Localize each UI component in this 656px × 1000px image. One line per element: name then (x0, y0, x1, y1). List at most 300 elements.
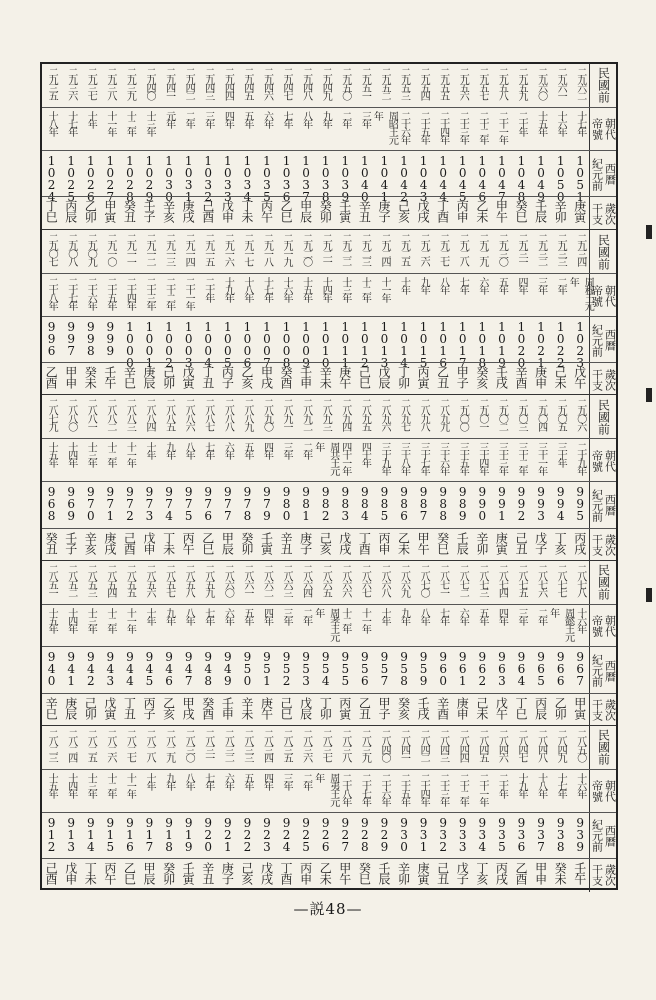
table-cell: 二九五九 (515, 67, 527, 99)
table-cell: 986 (397, 485, 412, 522)
table-cell: 乙未 (474, 200, 489, 223)
table-cell: 十一年 (124, 442, 136, 467)
table-cell: 乙亥 (239, 366, 254, 389)
table-cell: 二九四九 (320, 67, 332, 99)
table-cell: 971 (103, 485, 118, 522)
table-cell: 二八九七 (398, 398, 410, 431)
table-cell: 十三年 (85, 772, 97, 797)
table-cell: 928 (357, 815, 372, 852)
table-cell: 十三年 (144, 110, 155, 135)
page-number: —説48— (293, 900, 363, 918)
table-cell: 二九一三 (163, 233, 175, 266)
table-cell: 二九二一 (320, 233, 332, 266)
table-cell: 三十年 (555, 442, 567, 467)
table-cell: 三十六年 (437, 442, 449, 475)
table-cell: 二十四年 (437, 110, 449, 143)
table-cell: 二八八八 (222, 398, 234, 431)
header-label: 民國前 (596, 67, 611, 104)
table-cell: 壬戌 (494, 366, 509, 389)
table-cell: 995 (573, 485, 588, 522)
table-cell: 二九三七 (85, 67, 97, 99)
table-cell: 1037 (299, 153, 314, 202)
table-cell: 辛丑 (200, 861, 215, 884)
table-cell: 二八二八 (144, 728, 155, 761)
table-cell: 933 (455, 815, 470, 852)
table-cell: 二年 (535, 607, 547, 624)
table-row-minguo (42, 395, 616, 438)
table-cell: 丙午 (102, 861, 117, 884)
table-cell: 二九四七 (281, 67, 293, 99)
header-label: 紀元前 (590, 488, 604, 522)
table-cell: 八年 (418, 607, 430, 624)
table-cell: 二八六九 (398, 563, 410, 596)
table-cell: 二八四七 (515, 728, 527, 761)
column-header-western (589, 813, 616, 859)
table-cell: 六年 (222, 607, 234, 624)
table-cell: 十八年 (535, 772, 547, 797)
table-cell: 956 (357, 650, 372, 687)
table-cell: 1014 (397, 320, 412, 369)
table-cell: 乙丑 (357, 696, 372, 719)
table-cell: 二十八年 (46, 277, 58, 310)
table-cell: 戊辰 (376, 366, 391, 389)
table-cell: 1009 (299, 320, 314, 369)
table-cell: 1030 (162, 153, 177, 202)
table-cell: 二八五七 (163, 563, 175, 596)
table-cell: 二九五三 (398, 67, 410, 99)
table-cell: 1027 (103, 153, 118, 202)
table-cell: 970 (83, 485, 98, 522)
header-label: 民國前 (596, 233, 611, 270)
table-cell: 二九四六 (261, 67, 273, 99)
table-cell: 913 (64, 815, 79, 852)
table-cell: 丙午 (181, 531, 196, 554)
table-cell: 963 (494, 650, 509, 687)
table-row-dynasty (42, 604, 616, 648)
table-cell: 二八五一 (46, 563, 58, 596)
table-cell: 二八二九 (163, 728, 175, 761)
header-label: 帝號 (590, 449, 604, 472)
table-cell: 二九二三 (359, 233, 371, 266)
table-cell: 壬申 (220, 696, 235, 719)
row-cells (42, 647, 590, 693)
table-cell: 1016 (436, 320, 451, 369)
table-cell: 943 (103, 650, 118, 687)
table-cell: 十一年 (124, 607, 136, 632)
table-row-dynasty (42, 273, 616, 317)
table-cell: 1041 (377, 153, 392, 202)
table-cell: 壬子 (142, 200, 156, 223)
table-cell: 二九五七 (476, 67, 488, 99)
table-cell: 二八八一 (85, 398, 97, 431)
table-cell: 十年 (144, 607, 155, 624)
table-cell: 丁亥 (474, 861, 489, 884)
table-cell: 己巳 (357, 366, 372, 389)
table-cell: 乙巳 (279, 200, 294, 223)
table-cell: 乙丑 (435, 366, 450, 389)
table-cell: 庚午 (259, 696, 274, 719)
table-cell: 十年 (144, 772, 155, 789)
table-cell: 二九一六 (222, 233, 234, 266)
table-cell: 丁未 (83, 861, 98, 884)
table-cell: 甲午 (416, 531, 431, 554)
table-cell: 乙卯 (553, 696, 568, 719)
table-cell: 十三年 (85, 607, 97, 632)
table-cell: 丙辰 (533, 696, 548, 719)
table-cell: 923 (259, 815, 274, 852)
table-cell: 庚寅 (494, 531, 509, 554)
table-cell: 二九四三 (202, 67, 214, 99)
table-cell: 九年 (418, 277, 430, 294)
table-cell: 四年 (261, 442, 273, 459)
table-cell: 988 (436, 485, 451, 522)
table-cell: 二九三一 (515, 233, 527, 266)
table-cell: 二八五二 (65, 563, 77, 596)
table-cell: 920 (201, 815, 216, 852)
table-cell: 二八九六 (378, 398, 390, 431)
table-cell: 十四年 (320, 277, 332, 302)
row-cells (42, 108, 590, 151)
table-cell: 二九五一 (359, 67, 371, 99)
table-cell: 二八七七 (555, 563, 567, 596)
header-label: 歲次 (603, 368, 617, 391)
table-cell: 934 (475, 815, 490, 852)
table-cell: 二十一年 (476, 772, 488, 805)
row-cells (42, 813, 590, 859)
table-cell: 二九二八 (457, 233, 469, 266)
table-cell: 七年 (202, 607, 214, 624)
table-cell: 十二年 (359, 277, 371, 302)
table-cell: 二九二七 (437, 233, 449, 266)
table-cell: 庚寅 (572, 200, 587, 223)
table-cell: 1018 (475, 320, 490, 369)
table-cell: 二九四一 (163, 67, 175, 99)
table-cell: 二十二年 (476, 110, 488, 143)
table-cell: 癸巳 (513, 200, 528, 223)
table-cell: 二九一二 (144, 233, 155, 266)
table-cell: 十四年 (65, 442, 77, 467)
table-cell: 二九一七 (241, 233, 253, 266)
row-cells (42, 317, 590, 369)
row-cells (42, 197, 590, 230)
table-cell: 四十一年 (339, 442, 351, 475)
table-cell: 辛丑 (279, 531, 294, 554)
table-cell: 八年 (300, 110, 312, 127)
table-cell: 戊寅 (181, 366, 196, 389)
table-cell: 二八七九 (46, 398, 58, 431)
table-cell: 辛巳 (122, 366, 137, 389)
table-band (42, 725, 616, 891)
table-cell: 961 (455, 650, 470, 687)
table-cell: 二九三九 (124, 67, 136, 99)
table-cell: 1012 (357, 320, 372, 369)
table-cell: 二八七〇 (418, 563, 430, 596)
table-cell: 944 (122, 650, 137, 687)
table-cell: 十年 (144, 442, 155, 459)
table-cell: 周共王元年 (312, 442, 339, 475)
table-cell: 二九〇六 (574, 398, 586, 431)
table-cell: 十五年 (46, 442, 58, 467)
table-cell: 二九三五 (46, 67, 58, 99)
table-cell: 1048 (514, 153, 529, 202)
table-cell: 1023 (573, 320, 588, 369)
table-cell: 己卯 (161, 366, 176, 389)
table-cell: 乙未 (396, 531, 411, 554)
table-cell: 914 (83, 815, 98, 852)
table-cell: 916 (122, 815, 137, 852)
table-cell: 二九五四 (418, 67, 430, 99)
table-cell: 丁巳 (513, 696, 528, 719)
header-label: 朝代 (603, 118, 617, 141)
table-cell: 1015 (416, 320, 431, 369)
table-cell: 四年 (496, 607, 508, 624)
table-cell: 五年 (241, 442, 253, 459)
table-cell: 二八九三 (320, 398, 332, 431)
table-cell: 1028 (122, 153, 137, 202)
table-cell: 942 (83, 650, 98, 687)
table-cell: 四年 (515, 277, 527, 294)
table-cell: 二八八五 (163, 398, 175, 431)
table-cell: 三年 (535, 277, 547, 294)
table-cell: 二十一年 (496, 110, 508, 143)
table-cell: 987 (416, 485, 431, 522)
table-cell: 二八五四 (104, 563, 116, 596)
table-cell: 丙子 (142, 696, 156, 719)
table-cell: 癸丑 (122, 200, 137, 223)
table-cell: 癸未 (553, 861, 568, 884)
table-cell: 1044 (436, 153, 451, 202)
table-cell: 990 (475, 485, 490, 522)
table-cell: 丙午 (259, 200, 274, 223)
column-header-minguo (589, 230, 616, 273)
table-row-minguo (42, 230, 616, 273)
table-cell: 965 (534, 650, 549, 687)
table-cell: 919 (181, 815, 196, 852)
header-label: 民國前 (596, 729, 611, 766)
table-cell: 1032 (201, 153, 216, 202)
table-cell: 周孝王元年 (312, 607, 339, 640)
table-cell: 癸亥 (474, 366, 489, 389)
table-cell: 甲午 (337, 861, 352, 884)
table-cell: 二九六一 (555, 67, 567, 99)
row-cells (42, 529, 590, 562)
table-band (42, 560, 616, 726)
table-cell: 1003 (181, 320, 196, 369)
table-row-ganzhi (42, 693, 616, 727)
table-cell: 二八四三 (437, 728, 449, 761)
table-cell: 戊午 (494, 696, 509, 719)
table-cell: 二八六八 (378, 563, 390, 596)
table-cell: 己酉 (200, 200, 215, 223)
table-cell: 丙辰 (63, 200, 78, 223)
table-row-minguo (42, 561, 616, 604)
table-cell: 二十三年 (144, 277, 155, 310)
table-cell: 壬辰 (533, 200, 548, 223)
table-cell: 951 (259, 650, 274, 687)
table-cell: 己亥 (318, 531, 333, 554)
table-cell: 978 (240, 485, 255, 522)
column-header-minguo (589, 64, 616, 107)
table-row-western (42, 481, 616, 528)
table-cell: 二八六七 (359, 563, 371, 596)
table-cell: 1017 (455, 320, 470, 369)
table-cell: 癸亥 (396, 696, 411, 719)
table-cell: 己丑 (513, 531, 528, 554)
table-cell: 二八八二 (104, 398, 116, 431)
table-cell: 二八七六 (535, 563, 547, 596)
column-header-ganzhi (589, 197, 616, 230)
table-cell: 1022 (553, 320, 568, 369)
header-label: 歲次 (603, 864, 617, 887)
table-cell: 1046 (475, 153, 490, 202)
table-cell: 十五年 (300, 277, 312, 302)
column-header-dynasty (589, 605, 616, 648)
table-cell: 二八五五 (124, 563, 136, 596)
table-cell: 二八三八 (339, 728, 351, 761)
table-cell: 1019 (494, 320, 509, 369)
table-cell: 二年 (300, 772, 312, 789)
table-cell: 二八六六 (339, 563, 351, 596)
table-cell: 950 (240, 650, 255, 687)
table-cell: 甲子 (376, 696, 391, 719)
table-cell: 二八九五 (359, 398, 371, 431)
table-cell: 二八九一 (281, 398, 293, 431)
table-cell: 戊午 (572, 366, 587, 389)
table-cell: 1039 (338, 153, 353, 202)
table-row-dynasty (42, 438, 616, 482)
table-cell: 二八八六 (183, 398, 195, 431)
column-header-ganzhi (589, 859, 616, 892)
table-cell: 1038 (318, 153, 333, 202)
table-cell: 948 (201, 650, 216, 687)
table-cell: 二九三二 (535, 233, 547, 266)
table-cell: 六年 (261, 110, 273, 127)
table-cell: 984 (357, 485, 372, 522)
table-cell: 壬申 (298, 366, 313, 389)
table-cell: 丁酉 (357, 531, 372, 554)
table-cell: 二九三六 (65, 67, 77, 99)
table-cell: 1024 (44, 153, 59, 202)
table-cell: 二九二四 (378, 233, 390, 266)
table-cell: 十三年 (85, 442, 97, 467)
table-cell: 二十一年 (183, 277, 195, 310)
table-cell: 二八六二 (261, 563, 273, 596)
table-cell: 丙寅 (416, 366, 431, 389)
table-cell: 二八八七 (202, 398, 214, 431)
header-label: 帝號 (590, 284, 604, 307)
table-cell: 辛卯 (396, 861, 411, 884)
table-cell: 戊寅 (102, 696, 117, 719)
table-cell: 庚申 (533, 366, 548, 389)
table-cell: 十六年 (281, 277, 293, 302)
table-cell: 二十三年 (457, 110, 469, 143)
table-cell: 十一年 (104, 110, 116, 135)
table-cell: 二八四〇 (378, 728, 390, 761)
table-band (42, 394, 616, 560)
table-cell: 1002 (162, 320, 177, 369)
table-cell: 十年 (85, 110, 97, 127)
table-cell: 三十三年 (496, 442, 508, 475)
row-cells (42, 395, 590, 438)
table-cell: 二八五九 (202, 563, 214, 596)
table-cell: 周夷王元年 (312, 772, 339, 805)
table-cell: 八年 (437, 277, 449, 294)
table-cell: 十七年 (574, 110, 586, 135)
table-cell: 壬寅 (181, 861, 196, 884)
table-cell: 己酉 (122, 531, 137, 554)
table-cell: 周穆王元年 (567, 277, 594, 310)
column-header-dynasty (589, 439, 616, 482)
table-cell: 二九五〇 (339, 67, 351, 99)
header-label: 帝號 (590, 780, 604, 803)
table-cell: 戊戌 (259, 861, 274, 884)
table-cell: 十六年 (574, 607, 586, 632)
table-cell: 五年 (241, 772, 253, 789)
table-cell: 二十四年 (124, 277, 136, 310)
table-cell: 964 (514, 650, 529, 687)
table-cell: 1031 (181, 153, 196, 202)
table-cell: 己未 (474, 696, 489, 719)
table-cell: 二八七三 (476, 563, 488, 596)
table-cell: 二八九八 (418, 398, 430, 431)
table-cell: 辛卯 (553, 200, 568, 223)
table-cell: 十七年 (261, 277, 273, 302)
column-header-western (589, 482, 616, 528)
header-label: 朝代 (603, 780, 617, 803)
table-cell: 二八六一 (241, 563, 253, 596)
table-cell: 壬寅 (337, 200, 352, 223)
table-cell: 七年 (202, 772, 214, 789)
table-cell: 辛亥 (83, 531, 98, 554)
table-cell: 二九〇四 (535, 398, 547, 431)
table-cell: 二九二〇 (300, 233, 312, 266)
table-cell: 六年 (222, 772, 234, 789)
header-label: 西曆 (603, 163, 617, 186)
table-cell: 二九一〇 (104, 233, 116, 266)
header-label: 干支 (590, 699, 604, 722)
table-cell: 924 (279, 815, 294, 852)
table-cell: 癸巳 (357, 861, 372, 884)
header-label: 朝代 (603, 449, 617, 472)
table-cell: 二九四四 (222, 67, 234, 99)
header-label: 紀元前 (590, 654, 604, 688)
table-cell: 庚子 (376, 200, 391, 223)
table-cell: 壬午 (102, 366, 117, 389)
header-label: 西曆 (603, 824, 617, 847)
table-cell: 壬午 (572, 861, 587, 884)
table-cell: 九年 (163, 607, 175, 624)
table-cell: 992 (514, 485, 529, 522)
table-cell: 癸巳 (435, 531, 450, 554)
table-cell: 十二年 (124, 110, 136, 135)
column-header-dynasty (589, 770, 616, 813)
table-cell: 1050 (553, 153, 568, 202)
column-header-minguo (589, 726, 616, 769)
table-cell: 十六年 (555, 110, 567, 135)
table-cell: 927 (338, 815, 353, 852)
table-cell: 二八三六 (300, 728, 312, 761)
table-cell: 四年 (222, 110, 234, 127)
table-row-dynasty (42, 769, 616, 813)
table-cell: 三十七年 (418, 442, 430, 475)
table-cell: 七年 (202, 442, 214, 459)
table-cell: 二九一一 (124, 233, 136, 266)
table-cell: 983 (338, 485, 353, 522)
table-cell: 九年 (398, 607, 410, 624)
table-cell: 十一年 (378, 277, 390, 302)
table-cell: 三十九年 (378, 442, 390, 475)
table-cell: 八年 (183, 607, 195, 624)
